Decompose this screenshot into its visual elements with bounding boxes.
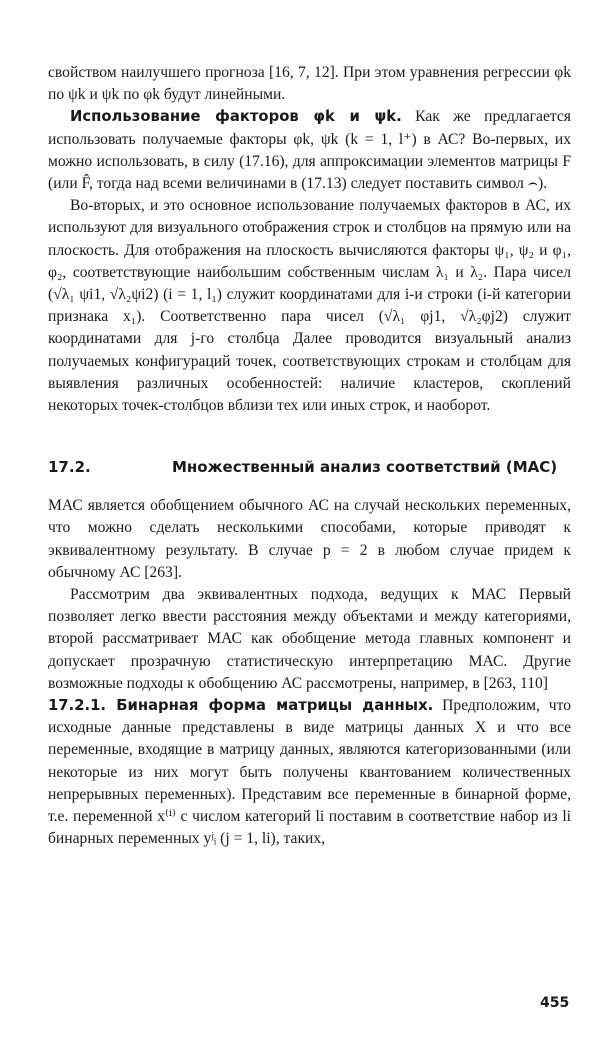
paragraph-4: МАС является обобщением обычного АС на случай нескольких переменных, что можно сделать несколькими способами, которые приводят к эквивалентному результату. В случае p = 2 в любом случае придем к обычному АС [263]. — [48, 497, 571, 581]
paragraph-1: свойством наилучшего прогноза [16, 7, 12]. При этом уравнения регрессии φk по ψk и ψk по φk будут линейными. — [48, 64, 571, 104]
paragraph-6 — [48, 695, 571, 850]
paragraph-3: Во-вторых, и это основное использование получаемых факторов в АС, их используют для визуального отображения строк и столбцов на прямую или на плоскость. Для отображения на плоскость вычисляются факторы ψ₁, ψ₂ и φ₁, φ₂, соответствующие наибольшим собственным числам λ₁ и λ₂. Пара чисел (√λ₁ ψi1, √λ₂ψi2) (i = 1, l₁) служит координатами для i-и строки (i-й категории признака x₁). Соответственно пара чисел (√λ₁ φj1, √λ₂φj2) служит координатами для j-го столбца Далее проводится визуальный анализ получаемых конфигураций точек, соответствующих строкам и столбцам для выявления различных особенностей: наличие кластеров, скоплений некоторых точек-столбцов вблизи тех или иных строк, и наоборот. — [48, 197, 571, 415]
page-body — [48, 62, 571, 851]
paragraph-6-heading: 17.2.1. Бинарная форма матрицы данных. — [48, 697, 434, 715]
paragraph-2-heading: Использование факторов φk и ψk. — [70, 108, 402, 126]
paragraph-2 — [48, 106, 571, 195]
page-number: 455 — [540, 995, 570, 1011]
paragraph-6-body: Предположим, что исходные данные представлены в виде матрицы данных X и что все переменные, входящие в матрицу данных, являются категоризованными (или некоторые из них могут быть получены квантованием количественных непрерывных переменных). Представим все переменные в бинарной форме, т.е. переменной x⁽ⁱ⁾ с числом категорий li поставим в соответствие набор из li бинарных переменных yʲᵢ (j = 1, li), таких, — [48, 697, 572, 848]
section-number: 17.2. — [48, 458, 91, 477]
paragraph-5: Рассмотрим два эквивалентных подхода, ведущих к МАС Первый позволяет легко ввести расстояния между объектами и между категориями, второй рассматривает МАС как обобщение метода главных компонент и допускает прозрачную статистическую интерпретацию МАС. Другие возможные подходы к обобщению АС рассмотрены, например, в [263, 110] — [48, 586, 571, 692]
paragraph-2-body: Как же предлагается использовать получаемые факторы φk, ψk (k = 1, l⁺) в АС? Во-первых, их можно использовать, в силу (17.16), для аппроксимации элементов матрицы F (или F̂, тогда над всеми величинами в (17.13) следует поставить символ ⌢). — [48, 108, 571, 193]
section-title: Множественный анализ соответствий (МАС) — [172, 458, 558, 477]
section-heading — [48, 457, 571, 477]
